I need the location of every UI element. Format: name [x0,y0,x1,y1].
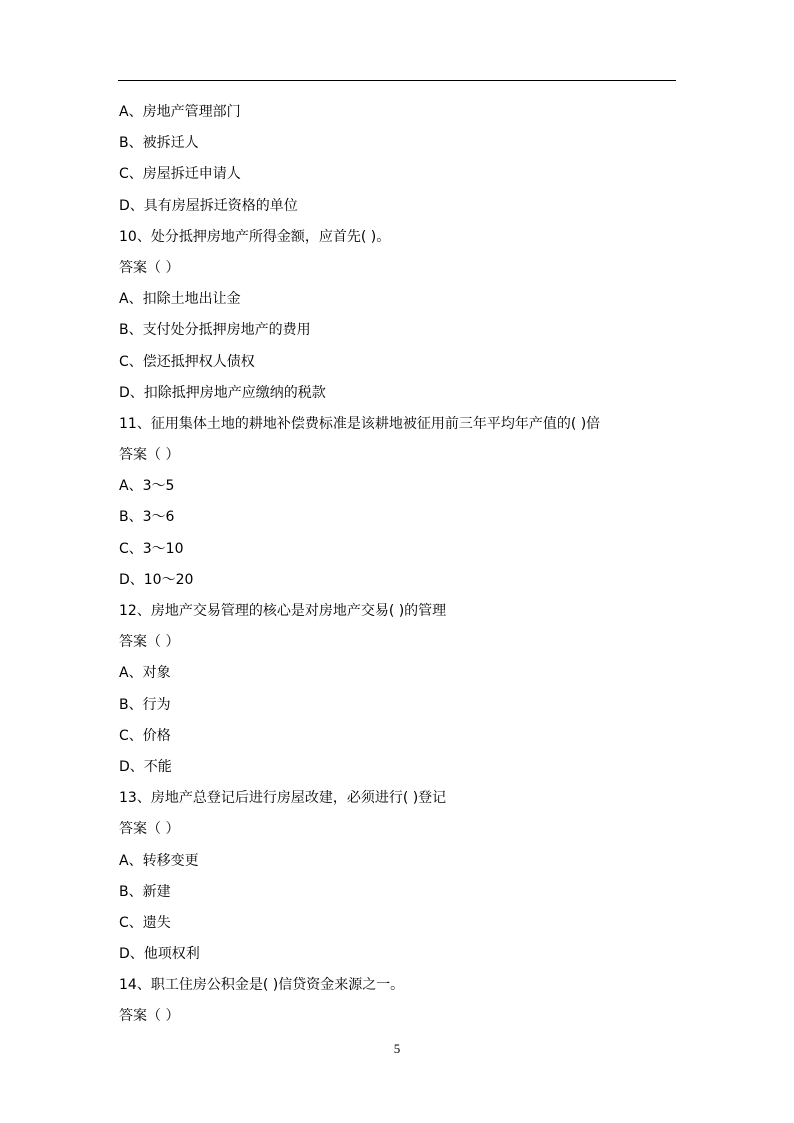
question-11: 11、征用集体土地的耕地补偿费标准是该耕地被征用前三年平均年产值的( )倍 [119,415,601,432]
answer-line: 答案（ ） [119,1008,180,1025]
question-14: 14、职工住房公积金是( )信贷资金来源之一。 [119,977,405,994]
header-rule [118,80,676,81]
option-line: B、3～6 [119,509,175,526]
option-line: A、房地产管理部门 [119,104,241,120]
document-body [119,101,679,1037]
question-13: 13、房地产总登记后进行房屋改建，必须进行( )登记 [119,790,447,807]
option-line: A、对象 [119,665,171,682]
option-line: D、10～20 [119,571,194,588]
option-line: C、偿还抵押权人债权 [119,353,255,370]
option-line: B、被拆迁人 [119,135,199,152]
option-line: D、他项权利 [119,946,200,963]
option-line: A、扣除土地出让金 [119,291,241,308]
question-10: 10、处分抵押房地产所得金额，应首先( )。 [119,228,391,245]
question-12: 12、房地产交易管理的核心是对房地产交易( )的管理 [119,603,447,619]
answer-line: 答案（ ） [119,821,180,838]
option-line: D、不能 [119,758,172,775]
option-line: D、扣除抵押房地产应缴纳的税款 [119,384,326,401]
answer-line: 答案（ ） [119,259,180,276]
answer-line: 答案（ ） [119,447,180,464]
option-line: C、遗失 [119,914,171,931]
option-line: D、具有房屋拆迁资格的单位 [119,197,298,214]
option-line: B、行为 [119,696,171,713]
answer-line: 答案（ ） [119,634,180,651]
option-line: C、房屋拆迁申请人 [119,166,241,183]
option-line: A、转移变更 [119,852,199,869]
option-line: B、新建 [119,883,171,900]
option-line: C、3～10 [119,540,184,557]
option-line: A、3～5 [119,478,175,495]
page-number: 5 [393,1041,401,1056]
option-line: B、支付处分抵押房地产的费用 [119,322,311,339]
option-line: C、价格 [119,727,171,744]
